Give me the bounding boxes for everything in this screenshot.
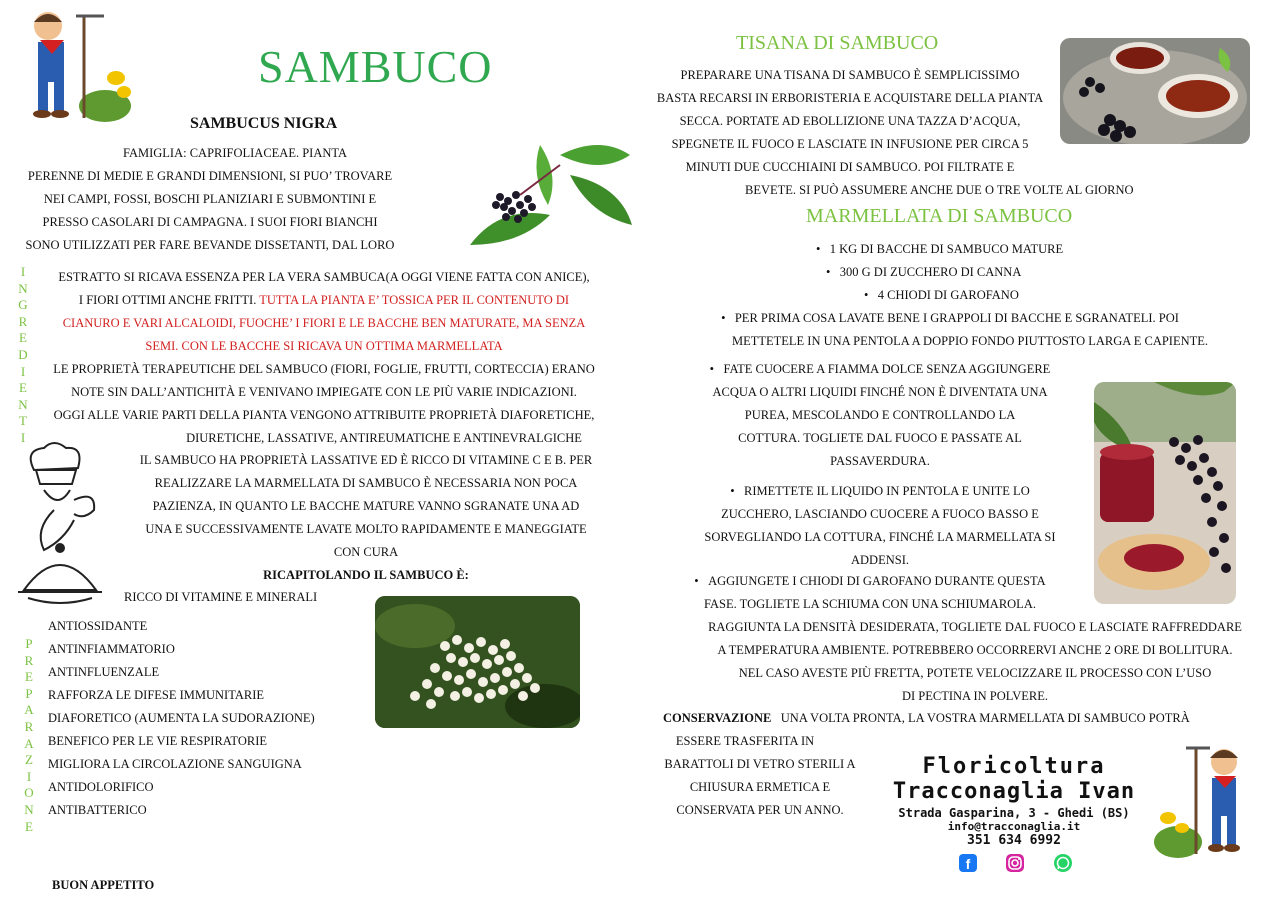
intro-line: PERENNE DI MEDIE E GRANDI DIMENSIONI, SI PUO’ TROVARE — [27, 169, 393, 183]
step-2 — [680, 358, 1080, 473]
vertical-label-preparazione: P R E P A R A Z I O N E — [24, 636, 34, 834]
ingredients-list — [640, 238, 1260, 307]
properties-list — [48, 615, 315, 822]
step-line: PUREA, MESCOLANDO E CONTROLLANDO LA — [744, 408, 1016, 422]
elderflower-photo — [375, 596, 580, 728]
list-item: BENEFICO PER LE VIE RESPIRATORIE — [48, 734, 268, 748]
body-line: REALIZZARE LA MARMELLATA DI SAMBUCO È NECESSARIA NON POCA — [154, 476, 578, 490]
chef-illustration — [14, 440, 106, 610]
tisana-title: TISANA DI SAMBUCO — [736, 32, 939, 54]
list-item: ANTIOSSIDANTE — [48, 619, 148, 633]
final-line: NEL CASO AVESTE PIÙ FRETTA, POTETE VELOCIZZARE IL PROCESSO CON L’USO — [738, 666, 1212, 680]
whatsapp-icon[interactable] — [1054, 854, 1072, 872]
body-text-a — [34, 266, 614, 450]
list-item: ANTIDOLORIFICO — [48, 780, 154, 794]
recap-title: RICAPITOLANDO IL SAMBUCO È: — [263, 568, 469, 582]
intro-line: NEI CAMPI, FOSSI, BOSCHI PLANIZIARI E SUBMONTINI E — [43, 192, 377, 206]
toxicity-warning: SEMI. CON LE BACCHE SI RICAVA UN OTTIMA MARMELLATA — [145, 339, 503, 353]
intro-text — [10, 142, 410, 257]
intro-line: PRESSO CASOLARI DI CAMPAGNA. I SUOI FIORI BIANCHI — [42, 215, 378, 229]
tisana-text — [640, 64, 1060, 179]
tisana-line: BEVETE. SI PUÒ ASSUMERE ANCHE DUE O TRE VOLTE AL GIORNO — [745, 183, 1134, 197]
step-line: COTTURA. TOGLIETE DAL FUOCO E PASSATE AL — [738, 431, 1022, 445]
brand-phone: 351 634 6992 — [967, 833, 1061, 848]
intro-line: SONO UTILIZZATI PER FARE BEVANDE DISSETANTI, DAL LORO — [25, 238, 395, 252]
list-item: RAFFORZA LE DIFESE IMMUNITARIE — [48, 688, 265, 702]
tisana-line: SPEGNETE IL FUOCO E LASCIATE IN INFUSIONE PER CIRCA 5 — [671, 137, 1029, 151]
scientific-name: SAMBUCUS NIGRA — [190, 115, 338, 132]
list-item: ANTIBATTERICO — [48, 803, 147, 817]
final-line: RAGGIUNTA LA DENSITÀ DESIDERATA, TOGLIETE DAL FUOCO E LASCIATE RAFFREDDARE — [708, 620, 1242, 634]
body-line: PAZIENZA, IN QUANTO LE BACCHE MATURE VANNO SGRANATE UNA AD — [152, 499, 580, 513]
brand-address: Strada Gasparina, 3 - Ghedi (BS) — [898, 806, 1130, 820]
body-line: CON CURA — [333, 545, 399, 559]
brand-email: info@tracconaglia.it — [947, 820, 1081, 833]
step-line: METTETELE IN UNA PENTOLA A DOPPIO FONDO PIUTTOSTO LARGA E CAPIENTE. — [731, 334, 1209, 348]
step-line: • PER PRIMA COSA LAVATE BENE I GRAPPOLI DI BACCHE E SGRANATELI. POI — [721, 311, 1179, 325]
step-line: FASE. TOGLIETE LA SCHIUMA CON UNA SCHIUMAROLA. — [704, 597, 1036, 611]
step-line: ZUCCHERO, LASCIANDO CUOCERE A FUOCO BASSO E — [721, 507, 1039, 521]
vertical-label-ingredienti: I N G R E D I E N T I — [18, 264, 28, 445]
step-1 — [640, 307, 1260, 353]
conservazione-heading-line: CONSERVAZIONE UNA VOLTA PRONTA, LA VOSTRA MARMELLATA DI SAMBUCO POTRÀ — [663, 711, 1190, 725]
body-line: NOTE SIN DALL’ANTICHITÀ E VENIVANO IMPIEGATE CON LE PIÙ VARIE INDICAZIONI. — [71, 385, 577, 399]
facebook-icon[interactable]: f — [959, 854, 977, 872]
step-4 — [670, 570, 1070, 616]
tea-photo — [1060, 38, 1250, 144]
final-line: DI PECTINA IN POLVERE. — [901, 689, 1049, 703]
tisana-line: BASTA RECARSI IN ERBORISTERIA E ACQUISTARE DELLA PIANTA — [656, 91, 1044, 105]
step-line: PASSAVERDURA. — [830, 454, 930, 468]
tisana-line: MINUTI DUE CUCCHIAINI DI SAMBUCO. POI FILTRATE E — [685, 160, 1015, 174]
list-item: ANTINFIAMMATORIO — [48, 642, 175, 656]
body-line: ESTRATTO SI RICAVA ESSENZA PER LA VERA SAMBUCA(A OGGI VIENE FATTA CON ANICE), — [58, 270, 590, 284]
recap-first-item: RICCO DI VITAMINE E MINERALI — [124, 590, 318, 604]
elderberry-leaves-image — [460, 135, 640, 255]
step-line: • RIMETTETE IL LIQUIDO IN PENTOLA E UNITE LO — [730, 484, 1030, 498]
toxicity-warning: TUTTA LA PIANTA E’ TOSSICA PER IL CONTENUTO DI — [259, 293, 570, 307]
conservazione-line: ESSERE TRASFERITA IN — [675, 734, 815, 748]
body-line: OGGI ALLE VARIE PARTI DELLA PIANTA VENGONO ATTRIBUITE PROPRIETÀ DIAFORETICHE, — [53, 408, 595, 422]
conservazione-label: CONSERVAZIONE — [663, 711, 772, 725]
ingredient-item: • 4 CHIODI DI GAROFANO — [864, 288, 1019, 302]
step-line: • FATE CUOCERE A FIAMMA DOLCE SENZA AGGIUNGERE — [709, 362, 1051, 376]
page-title: SAMBUCO — [258, 41, 493, 92]
final-line: A TEMPERATURA AMBIENTE. POTREBBERO OCCORRERVI ANCHE 2 ORE DI BOLLITURA. — [717, 643, 1233, 657]
brand-line-1: Floricoltura — [922, 754, 1106, 779]
toxicity-warning: CIANURO E VARI ALCALOIDI, FUOCHE’ I FIORI E LE BACCHE BEN MATURATE, MA SENZA — [62, 316, 586, 330]
gardener-illustration — [1152, 742, 1252, 860]
final-paragraph — [680, 616, 1268, 708]
conservazione-text — [640, 730, 880, 822]
step-3 — [680, 480, 1080, 572]
jam-photo — [1094, 382, 1236, 604]
conservazione-line: CHIUSURA ERMETICA E — [689, 780, 831, 794]
brand-line-2: Tracconaglia Ivan — [892, 779, 1136, 804]
conservazione-line: BARATTOLI DI VETRO STERILI A — [664, 757, 856, 771]
tisana-line: SECCA. PORTATE AD EBOLLIZIONE UNA TAZZA D’ACQUA, — [679, 114, 1021, 128]
tisana-line: PREPARARE UNA TISANA DI SAMBUCO È SEMPLICISSIMO — [680, 68, 1020, 82]
body-text-c — [120, 449, 612, 587]
ingredient-item: • 1 KG DI BACCHE DI SAMBUCO MATURE — [816, 242, 1064, 256]
step-line: SORVEGLIANDO LA COTTURA, FINCHÉ LA MARMELLATA SI — [704, 530, 1056, 544]
list-item: ANTINFLUENZALE — [48, 665, 160, 679]
body-line: IL SAMBUCO HA PROPRIETÀ LASSATIVE ED È RICCO DI VITAMINE C E B. PER — [139, 453, 593, 467]
marmellata-title: MARMELLATA DI SAMBUCO — [806, 205, 1073, 227]
list-item: DIAFORETICO (AUMENTA LA SUDORAZIONE) — [48, 711, 315, 725]
step-line: • AGGIUNGETE I CHIODI DI GAROFANO DURANTE QUESTA — [694, 574, 1046, 588]
body-line: LE PROPRIETÀ TERAPEUTICHE DEL SAMBUCO (FIORI, FOGLIE, FRUTTI, CORTECCIA) ERANO — [53, 362, 595, 376]
body-line-mixed: I FIORI OTTIMI ANCHE FRITTI. TUTTA LA PIANTA E’ TOSSICA PER IL CONTENUTO DI — [78, 293, 570, 307]
instagram-icon[interactable] — [1006, 854, 1024, 872]
gardener-illustration — [20, 6, 132, 124]
intro-line: FAMIGLIA: CAPRIFOLIACEAE. PIANTA — [122, 146, 348, 160]
conservazione-line: CONSERVATA PER UN ANNO. — [676, 803, 844, 817]
step-line: ADDENSI. — [851, 553, 909, 567]
ingredient-item: • 300 G DI ZUCCHERO DI CANNA — [826, 265, 1022, 279]
body-line: UNA E SUCCESSIVAMENTE LAVATE MOLTO RAPIDAMENTE E MANEGGIATE — [145, 522, 587, 536]
brand-block — [872, 754, 1156, 848]
list-item: MIGLIORA LA CIRCOLAZIONE SANGUIGNA — [48, 757, 302, 771]
closing-text: BUON APPETITO — [52, 878, 155, 892]
step-line: ACQUA O ALTRI LIQUIDI FINCHÉ NON È DIVENTATA UNA — [712, 385, 1048, 399]
body-line: DIURETICHE, LASSATIVE, ANTIREUMATICHE E ANTINEVRALGICHE — [186, 431, 582, 445]
